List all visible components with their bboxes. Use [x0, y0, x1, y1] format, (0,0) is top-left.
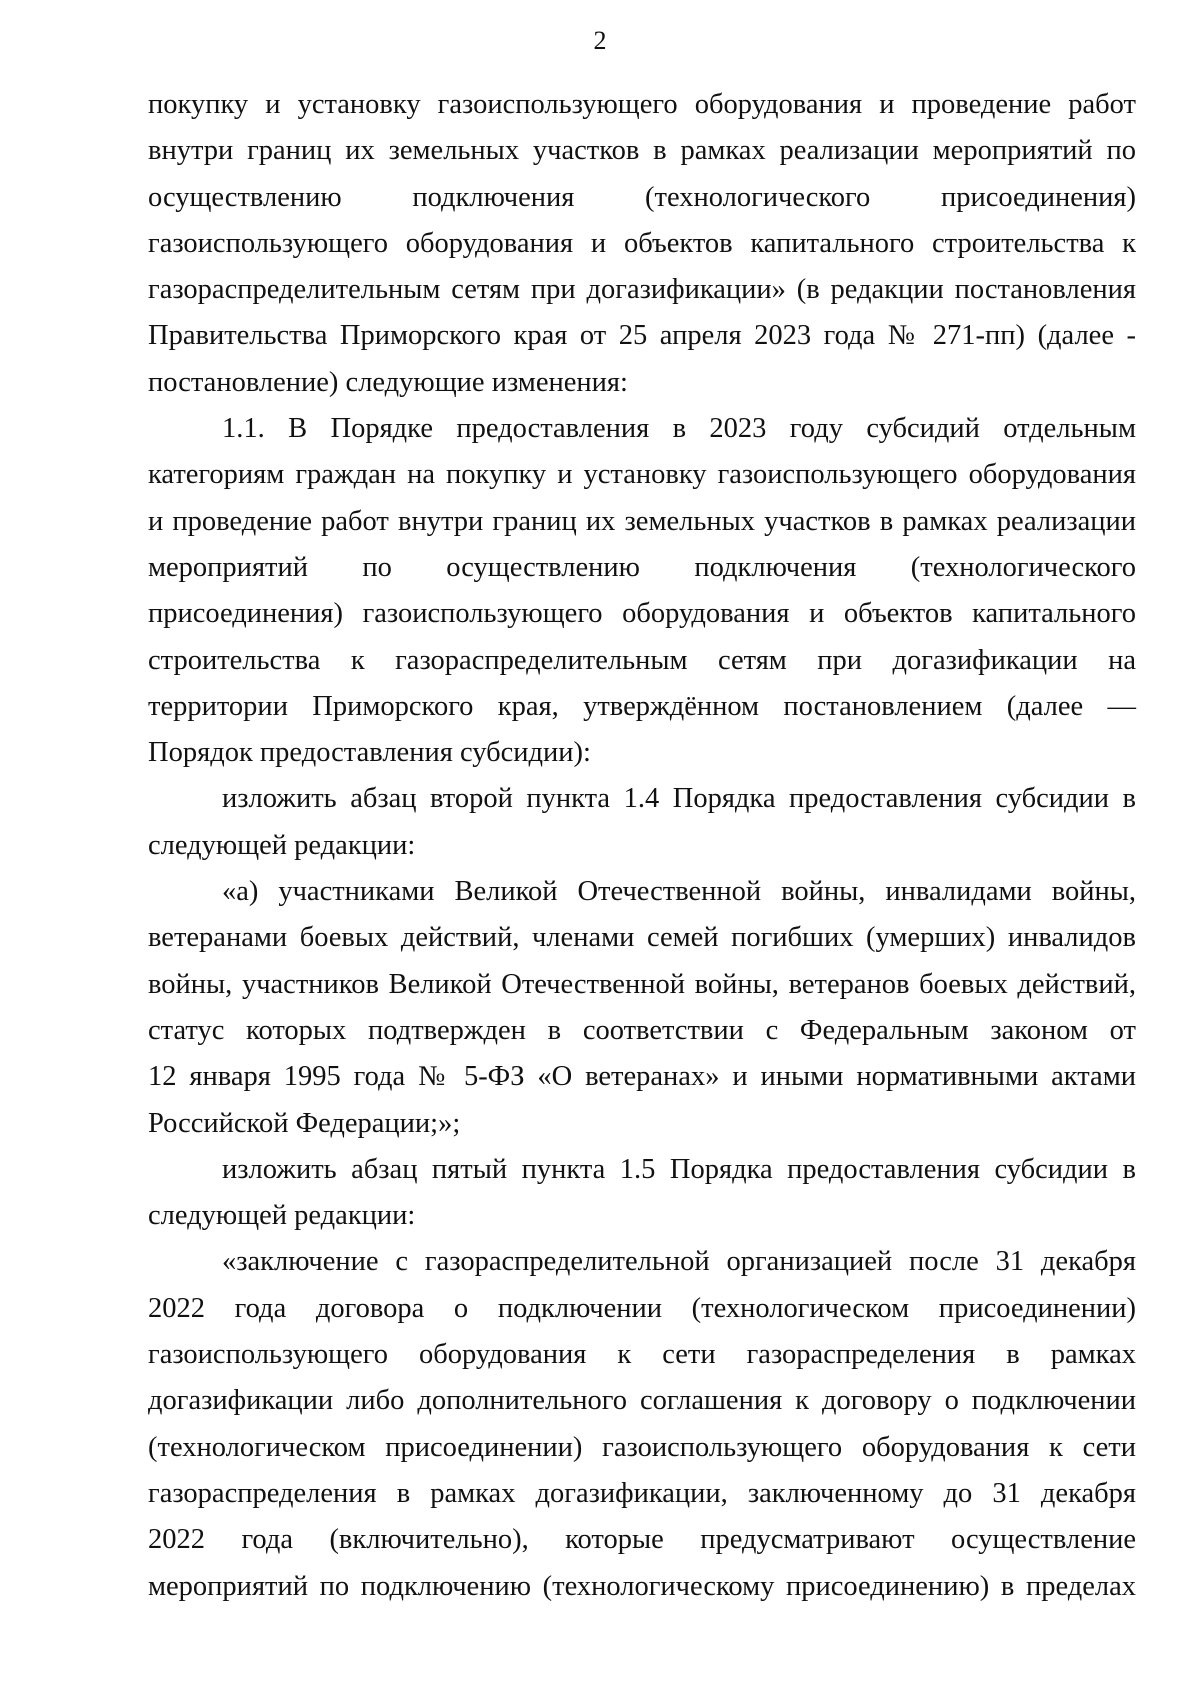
text-line: войны, участников Великой Отечественной войны, ветеранов боевых действий, [148, 968, 1136, 1000]
text-line: и проведение работ внутри границ их земельных участков в рамках реализации [148, 505, 1136, 537]
paragraph-quote-conclusion [148, 1239, 1136, 1609]
text-line: 2022 года договора о подключении (технологическом присоединении) [148, 1292, 1136, 1324]
text-line: «заключение с газораспределительной организацией после 31 декабря [222, 1246, 1136, 1278]
paragraph-intro-continuation [148, 82, 1136, 406]
text-line: Российской Федерации;»; [148, 1107, 461, 1139]
text-line: изложить абзац пятый пункта 1.5 Порядка предоставления субсидии в [222, 1153, 1136, 1185]
text-line: 2022 года (включительно), которые предусматривают осуществление [148, 1524, 1136, 1556]
paragraph-item-1-1 [148, 406, 1136, 776]
text-line: постановление) следующие изменения: [148, 366, 628, 398]
document-body [148, 82, 1136, 1610]
text-line: статус которых подтвержден в соответствии с Федеральным законом от [148, 1014, 1136, 1046]
text-line: (технологическом присоединении) газоиспользующего оборудования к сети [148, 1431, 1136, 1463]
text-line: 1.1. В Порядке предоставления в 2023 году субсидий отдельным [222, 413, 1136, 445]
paragraph-quote-a [148, 869, 1136, 1147]
text-line: покупку и установку газоиспользующего оборудования и проведение работ [148, 89, 1136, 120]
text-line: изложить абзац второй пункта 1.4 Порядка предоставления субсидии в [222, 783, 1136, 815]
text-line: мероприятий по подключению (технологическому присоединению) в пределах [148, 1570, 1136, 1602]
text-line: мероприятий по осуществлению подключения (технологического [148, 551, 1136, 583]
text-line: осуществлению подключения (технологического присоединения) [148, 181, 1136, 213]
text-line: территории Приморского края, утверждённом постановлением (далее — [148, 690, 1136, 722]
text-line: «а) участниками Великой Отечественной войны, инвалидами войны, [222, 876, 1136, 908]
text-line: внутри границ их земельных участков в рамках реализации мероприятий по [148, 135, 1136, 167]
text-line: газораспределительным сетям при догазификации» (в редакции постановления [148, 274, 1136, 306]
paragraph-amend-1-4 [148, 776, 1136, 869]
text-line: газоиспользующего оборудования к сети газораспределения в рамках [148, 1339, 1136, 1371]
text-line: присоединения) газоиспользующего оборудования и объектов капитального [148, 598, 1136, 630]
text-line: газоиспользующего оборудования и объектов капитального строительства к [148, 227, 1136, 259]
text-line: Порядок предоставления субсидии): [148, 737, 591, 769]
text-line: следующей редакции: [148, 1200, 416, 1232]
text-line: газораспределения в рамках догазификации, заключенному до 31 декабря [148, 1477, 1136, 1509]
text-line: ветеранами боевых действий, членами семей погибших (умерших) инвалидов [148, 922, 1136, 954]
text-line: строительства к газораспределительным сетям при догазификации на [148, 644, 1136, 676]
text-line: 12 января 1995 года № 5-ФЗ «О ветеранах» и иными нормативными актами [148, 1061, 1136, 1093]
paragraph-amend-1-5 [148, 1147, 1136, 1240]
text-line: следующей редакции: [148, 829, 416, 861]
text-line: категориям граждан на покупку и установку газоиспользующего оборудования [148, 459, 1136, 491]
page-number: 2 [593, 26, 607, 55]
text-line: Правительства Приморского края от 25 апреля 2023 года № 271-пп) (далее - [148, 320, 1136, 352]
text-line: догазификации либо дополнительного соглашения к договору о подключении [148, 1385, 1136, 1417]
